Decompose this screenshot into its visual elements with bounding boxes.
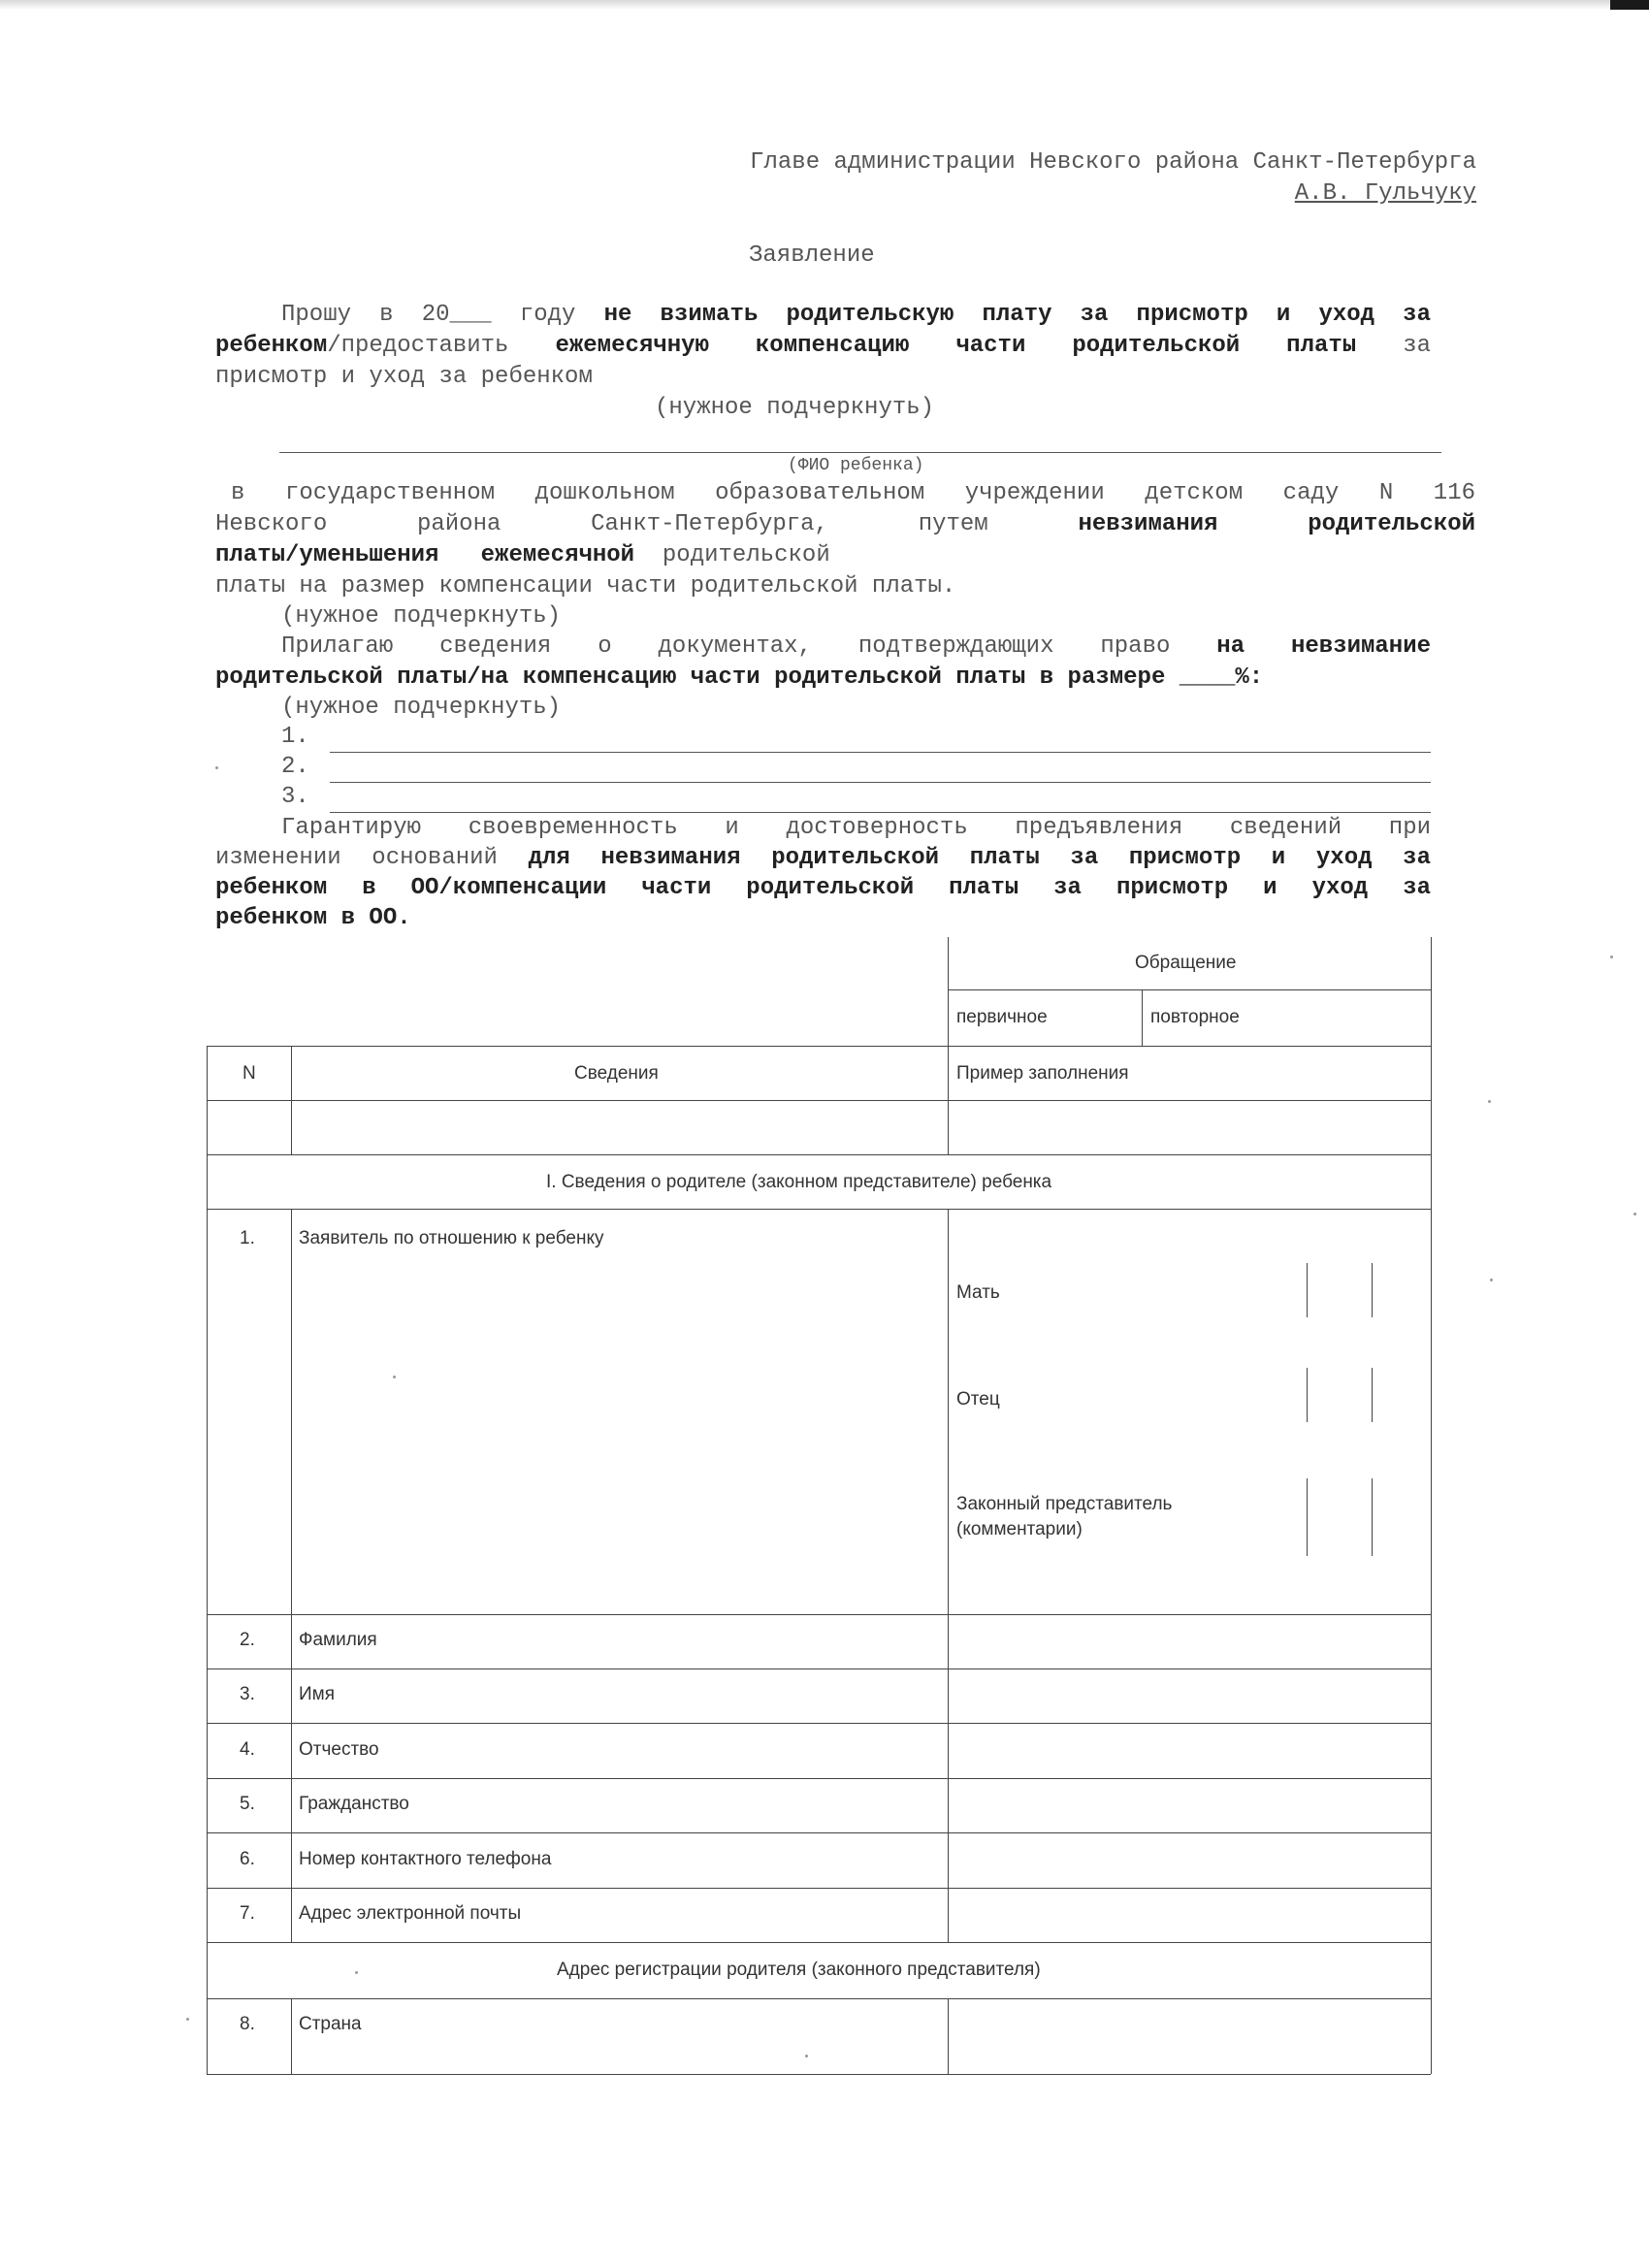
- note-2: (нужное подчеркнуть): [281, 603, 562, 630]
- p4-text-b: для невзимания родительской платы за присмотр и уход за: [528, 845, 1431, 871]
- column-example: Пример заполнения: [956, 1063, 1129, 1084]
- column-n: N: [242, 1063, 256, 1084]
- p3-text-c: родительской платы/на компенсацию части родительской платы в размере: [215, 664, 1166, 691]
- p3-percent: ____%:: [1179, 664, 1264, 691]
- option-mother[interactable]: Мать: [956, 1282, 1000, 1303]
- paragraph-2-line-4: платы на размер компенсации части родительской платы.: [215, 573, 956, 599]
- row-8-number: 8.: [240, 2014, 255, 2034]
- scan-speck: [186, 2018, 189, 2021]
- paragraph-3-line-2: [215, 664, 1263, 691]
- paragraph-1-line-2: [215, 333, 1431, 359]
- doc-item-2-number: 2.: [281, 754, 309, 780]
- p3-text-a: Прилагаю сведения о документах, подтверждающих право: [281, 633, 1171, 660]
- note-3: (нужное подчеркнуть): [281, 695, 562, 721]
- p2-word-1: Невского: [215, 511, 328, 537]
- p2-word-2: района: [416, 511, 501, 537]
- row-1-number: 1.: [240, 1228, 255, 1248]
- document-title: Заявление: [749, 243, 875, 269]
- row-6-number: 6.: [240, 1849, 255, 1869]
- row-6-label: Номер контактного телефона: [299, 1849, 552, 1869]
- fio-caption: (ФИО ребенка): [788, 456, 924, 475]
- scan-speck: [1488, 1100, 1491, 1103]
- row-4-number: 4.: [240, 1739, 255, 1760]
- scan-speck: [393, 1376, 396, 1378]
- column-info: Сведения: [574, 1063, 659, 1084]
- row-2-label: Фамилия: [299, 1630, 377, 1650]
- paragraph-4-line-1: Гарантирую своевременность и достоверность предъявления сведений при: [281, 815, 1431, 841]
- note-1: (нужное подчеркнуть): [655, 395, 935, 421]
- scan-speck: [215, 766, 218, 769]
- row-8-label: Страна: [299, 2014, 362, 2034]
- p1-text-f: за: [1403, 333, 1432, 359]
- checkbox-father-left: [1307, 1368, 1308, 1422]
- p1-text-d: /предоставить: [327, 333, 509, 359]
- row-3-label: Имя: [299, 1684, 336, 1704]
- option-father[interactable]: Отец: [956, 1389, 1000, 1409]
- scan-speck: [805, 2055, 808, 2057]
- paragraph-4-line-2: [215, 845, 1431, 871]
- row-2-number: 2.: [240, 1630, 255, 1650]
- doc-item-3-number: 3.: [281, 784, 309, 810]
- appeal-primary[interactable]: первичное: [956, 1007, 1048, 1027]
- child-name-line: [279, 452, 1441, 453]
- row-1-label: Заявитель по отношению к ребенку: [299, 1228, 604, 1248]
- p1-text-g: присмотр и уход за ребенком: [215, 364, 593, 390]
- p2-text-b: N 116: [1378, 480, 1476, 506]
- paragraph-2-line-1: [231, 480, 1475, 506]
- checkbox-father-right: [1372, 1368, 1373, 1422]
- row-5-number: 5.: [240, 1794, 255, 1814]
- scan-speck: [1633, 1213, 1636, 1215]
- row-7-number: 7.: [240, 1903, 255, 1924]
- row-3-number: 3.: [240, 1684, 255, 1704]
- scan-speck: [1610, 956, 1613, 958]
- p3-text-b: на невзимание: [1216, 633, 1432, 660]
- p2-word-7: платы/уменьшения: [215, 542, 439, 568]
- section-1-title: I. Сведения о родителе (законном представителе) ребенка: [546, 1172, 1052, 1192]
- row-5-label: Гражданство: [299, 1794, 409, 1814]
- recipient-line-2: А.В. Гульчуку: [1294, 180, 1476, 207]
- checkbox-guardian-right: [1372, 1478, 1373, 1556]
- p2-word-5: невзимания: [1078, 511, 1218, 537]
- p1-text-b: не взимать родительскую плату за присмотр и уход за: [603, 302, 1431, 328]
- scan-corner-mark: [1610, 0, 1649, 10]
- row-7-label: Адрес электронной почты: [299, 1903, 522, 1924]
- checkbox-mother-right: [1372, 1263, 1373, 1317]
- row-4-label: Отчество: [299, 1739, 379, 1760]
- checkbox-mother-left: [1307, 1263, 1308, 1317]
- paragraph-1-line-1: [215, 302, 1431, 328]
- option-guardian-comment: (комментарии): [956, 1519, 1083, 1539]
- paragraph-4-line-4: ребенком в ОО.: [215, 905, 411, 931]
- p1-text-e: ежемесячную компенсацию части родительской платы: [555, 333, 1357, 359]
- p4-text-a: изменении оснований: [215, 845, 498, 871]
- p1-text-a: Прошу в 20___ году: [281, 302, 576, 328]
- p2-word-6: родительской: [1308, 511, 1476, 537]
- p2-text-a: в государственном дошкольном образовательном учреждении детском саду: [231, 480, 1340, 506]
- scan-edge: [0, 0, 1649, 10]
- doc-item-1-number: 1.: [281, 724, 309, 750]
- p2-word-8: ежемесячной: [480, 542, 635, 568]
- checkbox-guardian-left: [1307, 1478, 1308, 1556]
- scan-speck: [1490, 1279, 1493, 1281]
- scan-speck: [355, 1971, 358, 1974]
- appeal-header: Обращение: [1135, 953, 1237, 973]
- option-guardian[interactable]: Законный представитель: [956, 1494, 1173, 1514]
- paragraph-2-line-3: [215, 542, 830, 568]
- doc-item-1-line: [330, 752, 1431, 753]
- appeal-repeat[interactable]: повторное: [1150, 1007, 1240, 1027]
- doc-item-2-line: [330, 782, 1431, 783]
- p1-text-c: ребенком: [215, 333, 328, 359]
- p2-word-3: Санкт-Петербурга,: [591, 511, 828, 537]
- section-2-title: Адрес регистрации родителя (законного представителя): [557, 1960, 1041, 1980]
- p2-word-9: родительской: [662, 542, 830, 568]
- paragraph-3-line-1: [281, 633, 1431, 660]
- paragraph-2-line-2: [215, 511, 1475, 537]
- recipient-line-1: Главе администрации Невского района Санкт-Петербурга: [750, 149, 1476, 176]
- paragraph-4-line-3: ребенком в ОО/компенсации части родительской платы за присмотр и уход за: [215, 875, 1431, 901]
- doc-item-3-line: [330, 812, 1431, 813]
- p2-word-4: путем: [918, 511, 988, 537]
